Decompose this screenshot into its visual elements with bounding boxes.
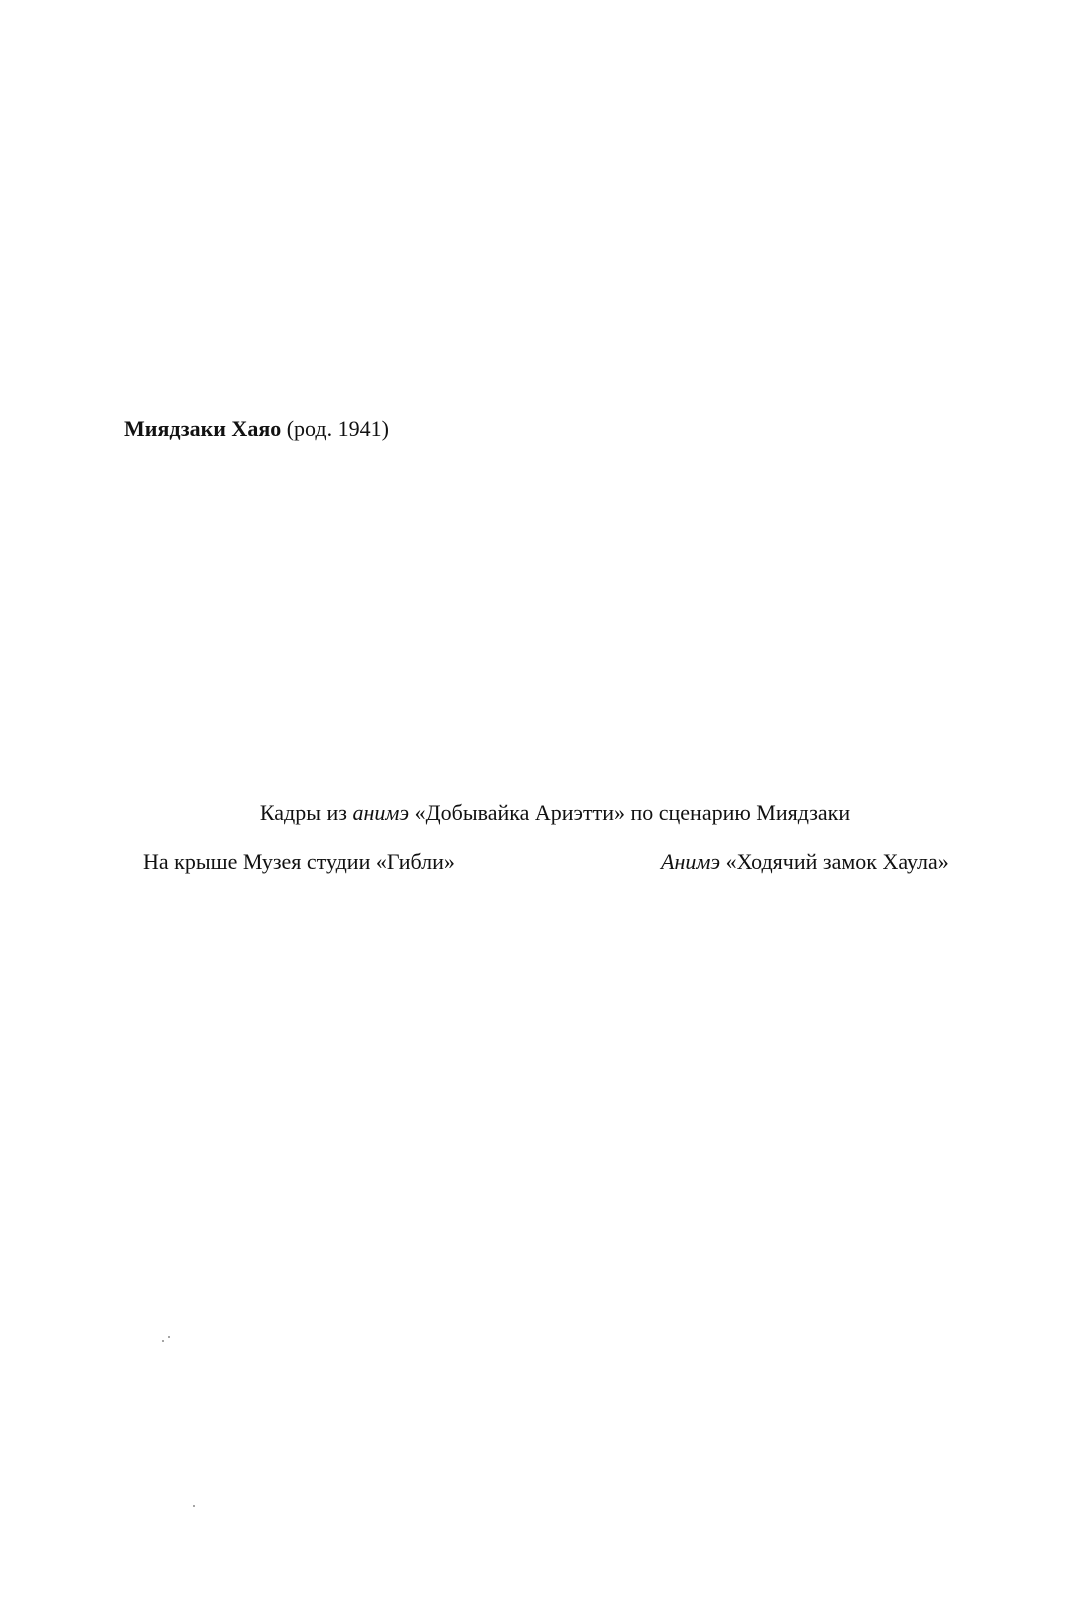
scan-speck: [193, 1505, 195, 1507]
museum-caption: [143, 848, 455, 876]
scan-speck: [168, 1336, 170, 1338]
howl-caption: [661, 848, 949, 876]
museum-text: На крыше Музея студии «Гибли»: [143, 849, 455, 874]
howl-anime-word: Анимэ: [661, 849, 721, 874]
portrait-caption: [124, 415, 389, 443]
howl-title: «Ходячий замок Хаула»: [720, 849, 949, 874]
scan-speck: [162, 1340, 164, 1342]
arrietty-anime-word: анимэ: [352, 800, 410, 825]
arrietty-prefix: Кадры из: [259, 800, 353, 825]
arrietty-caption: [0, 799, 1070, 827]
arrietty-title: «Добывайка Ариэтти» по сценарию Миядзаки: [409, 800, 851, 825]
portrait-name: Миядзаки Хаяо: [124, 416, 282, 441]
portrait-dates: (род. 1941): [281, 416, 389, 441]
